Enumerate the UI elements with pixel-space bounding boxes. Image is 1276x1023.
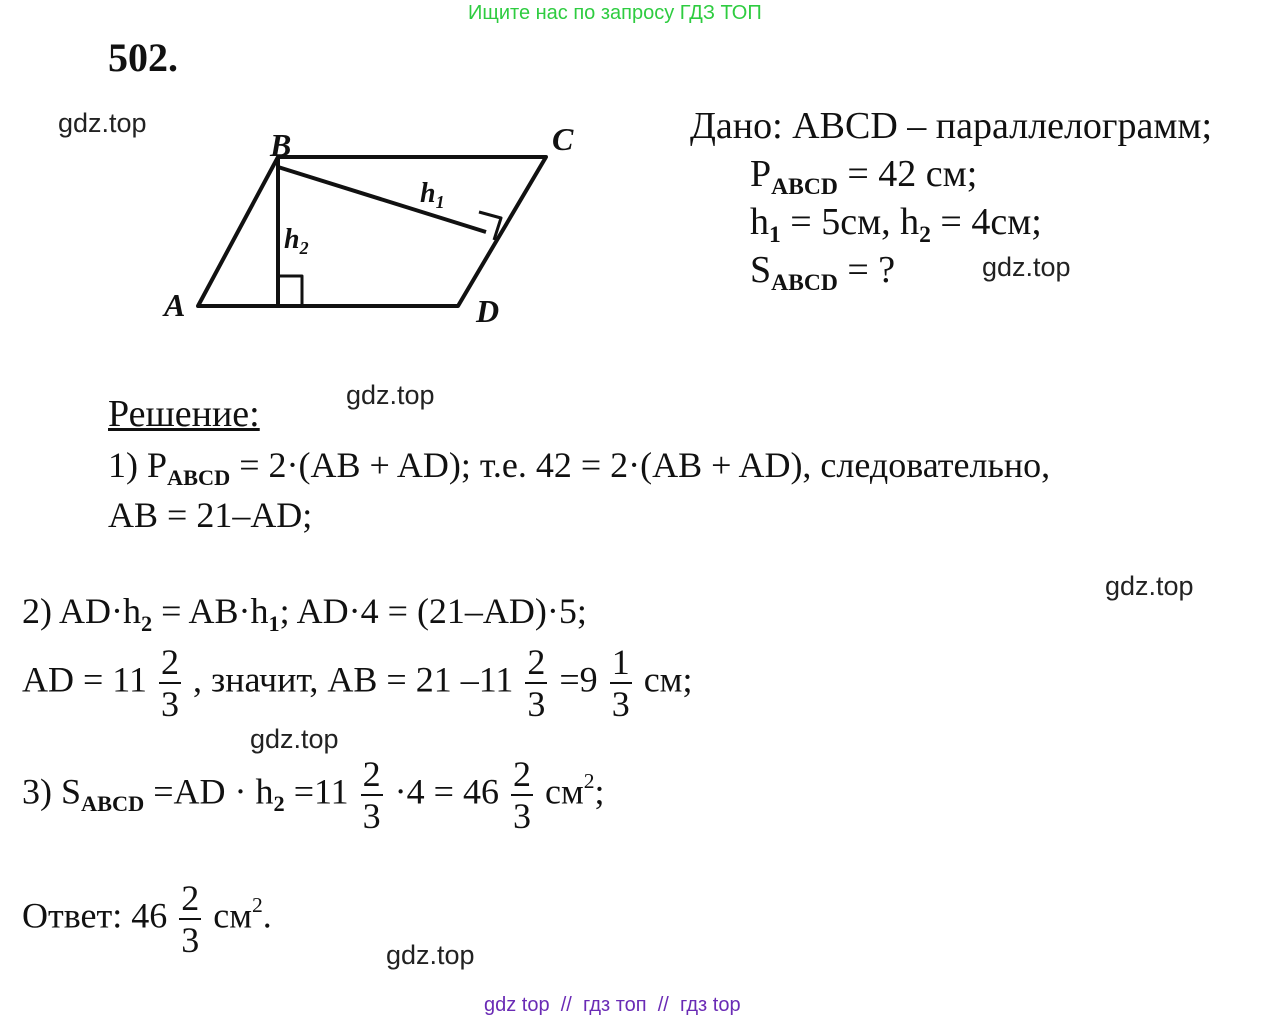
- parallelogram-outline: [198, 157, 546, 306]
- step-2-line-1: 2) $AD\cdot h_2 = AB\cdot h_1$; AD·4 = (21–AD)·5;: [22, 591, 587, 636]
- step-3-line: 3) $S_{ABCD} =AD \cdot h_2 =11$ $\frac{2}{3}$ ·4 = 46 $\frac{2}{3}$ $см^2$;: [22, 754, 605, 836]
- given-line-1: Дано: ABCD – параллелограмм;: [690, 105, 1213, 147]
- vertex-label-a: A: [164, 287, 186, 323]
- watermark: gdz.top: [1105, 571, 1194, 601]
- answer-line: Ответ: 46 $\frac{2}{3}$ $см^2$.: [22, 878, 272, 960]
- fraction-one-third: $\frac{1}{3}$: [611, 642, 630, 724]
- right-angle-mark-h2: [278, 276, 302, 306]
- vertex-label-b: B: [270, 127, 292, 163]
- step-1-line-2: AB = 21–AD;: [108, 495, 313, 535]
- fraction-two-thirds: $\frac{2}{3}$: [160, 642, 179, 724]
- footer-banner: gdz top // гдз топ // гдз top: [484, 994, 741, 1016]
- given-line-3: $h_1 = 5см$, $h_2 = 4см$;: [750, 201, 1042, 249]
- fraction-two-thirds: $\frac{2}{3}$: [512, 754, 531, 836]
- vertex-label-c: C: [552, 121, 574, 157]
- step-2-line-2: AD = 11 $\frac{2}{3}$ , значит, AB = 21 –11 $\frac{2}{3}$ =9 $\frac{1}{3}$ см;: [22, 642, 693, 724]
- top-banner: Ищите нас по запросу ГДЗ ТОП: [468, 2, 762, 24]
- watermark: gdz.top: [386, 940, 475, 970]
- watermark: gdz.top: [346, 380, 435, 410]
- fraction-two-thirds: $\frac{2}{3}$: [527, 642, 546, 724]
- parallelogram-figure: [150, 110, 610, 330]
- height-label-h1: $h_1$: [420, 178, 445, 212]
- fraction-two-thirds: $\frac{2}{3}$: [181, 878, 200, 960]
- given-line-2: $P_{ABCD} = 42$ см;: [750, 153, 978, 201]
- fraction-two-thirds: $\frac{2}{3}$: [362, 754, 381, 836]
- solution-heading: Решение:: [108, 393, 260, 435]
- watermark: gdz.top: [250, 724, 339, 754]
- step-1-line-1: 1) $P_{ABCD} = 2\cdot(AB + AD)$; т.е. 42 = 2·(AB + AD), следовательно,: [108, 445, 1051, 490]
- height-label-h2: $h_2$: [284, 224, 309, 258]
- given-line-4: $S_{ABCD}$ = ?: [750, 249, 896, 297]
- height-h1: [278, 167, 486, 232]
- problem-number: 502.: [108, 35, 178, 80]
- watermark: gdz.top: [58, 108, 147, 138]
- vertex-label-d: D: [476, 293, 500, 329]
- watermark: gdz.top: [982, 252, 1071, 282]
